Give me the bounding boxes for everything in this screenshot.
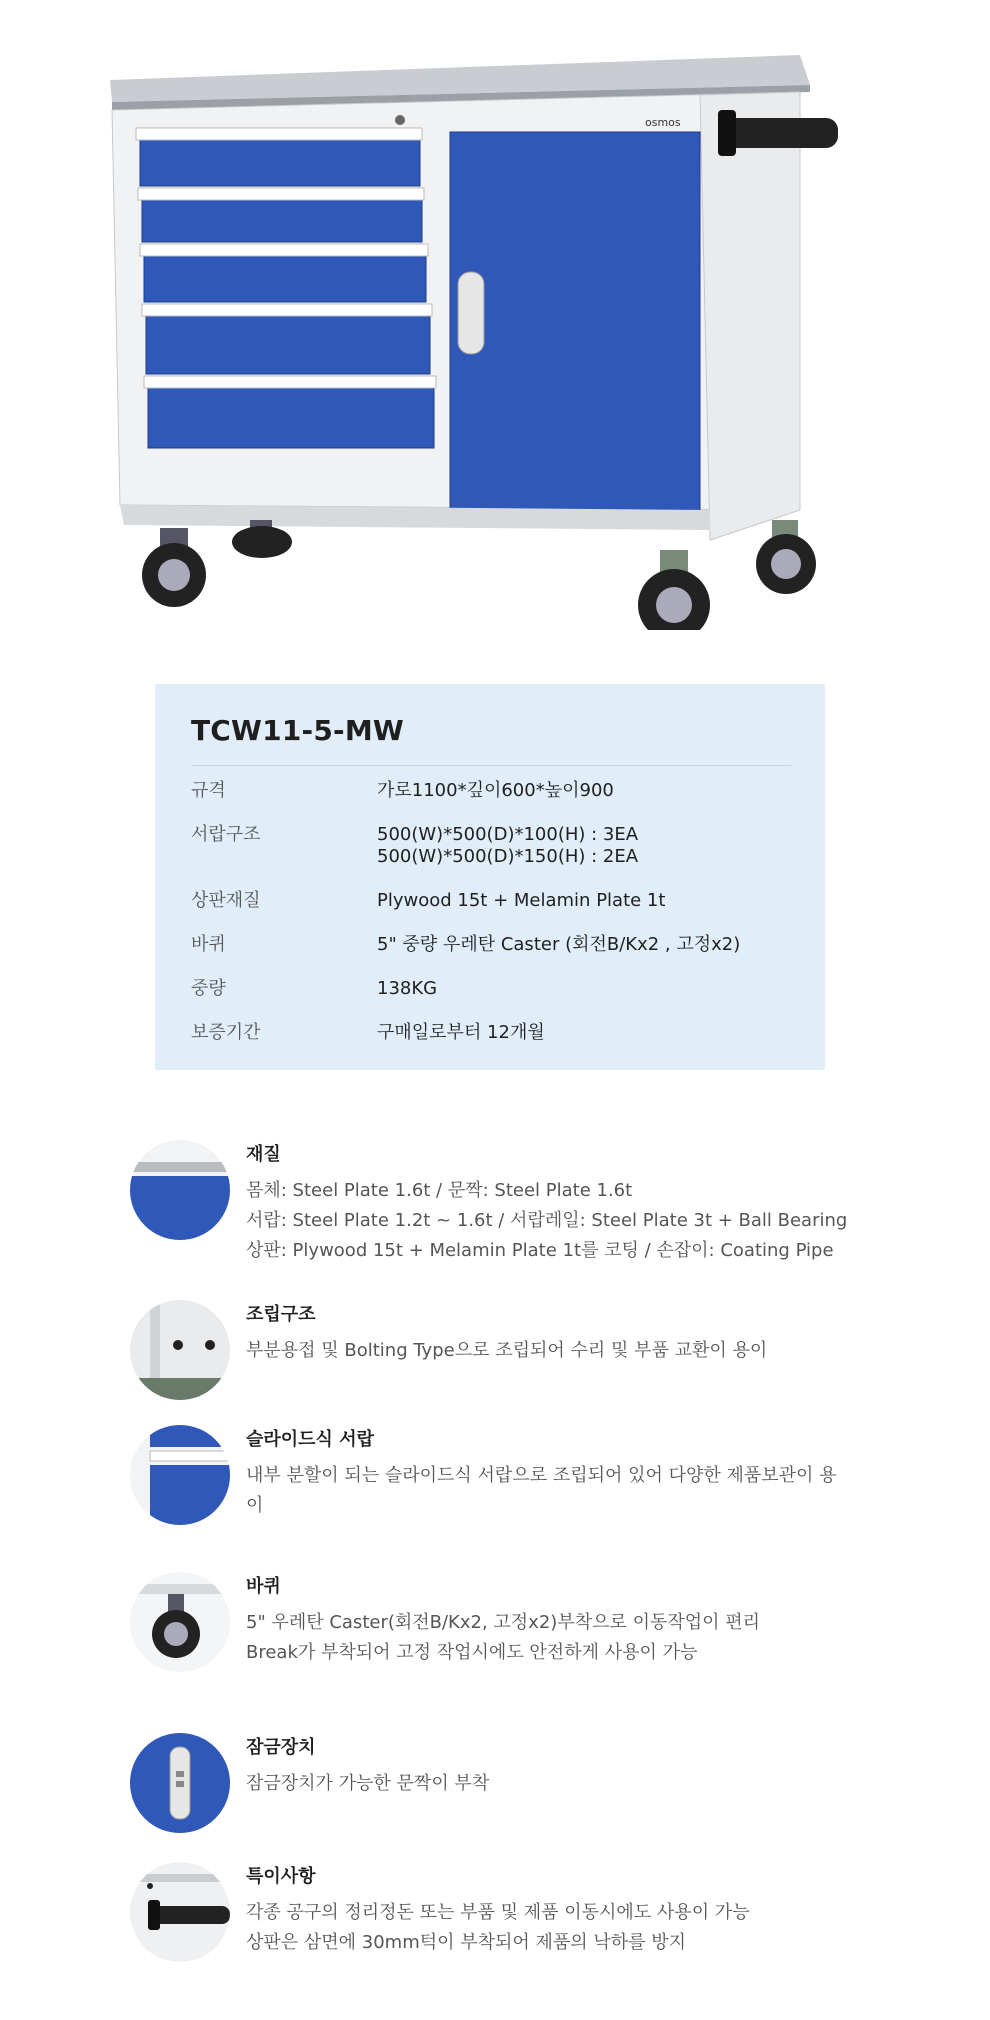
brand-mark: osmos <box>645 116 681 129</box>
spec-value-line: 500(W)*500(D)*100(H) : 3EA <box>377 824 639 845</box>
divider <box>191 765 791 766</box>
feature-title: 특이사항 <box>246 1866 316 1887</box>
feature-text: 이 <box>246 1495 264 1516</box>
feature-title: 잠금장치 <box>246 1737 316 1758</box>
model-name: TCW11-5-MW <box>191 714 404 747</box>
spec-label: 바퀴 <box>191 934 226 955</box>
feature-title: 재질 <box>246 1144 281 1165</box>
spec-value: 5" 중량 우레탄 Caster (회전B/Kx2 , 고정x2) <box>377 934 741 955</box>
material-thumbnail-icon <box>130 1140 230 1240</box>
feature-title: 슬라이드식 서랍 <box>246 1429 374 1450</box>
spec-label: 중량 <box>191 978 226 999</box>
caster-thumbnail-icon <box>130 1572 230 1672</box>
feature-text: 몸체: Steel Plate 1.6t / 문짝: Steel Plate 1.6t <box>246 1180 633 1201</box>
spec-row <box>191 824 791 868</box>
feature-title: 조립구조 <box>246 1304 316 1325</box>
feature-text: 상판: Plywood 15t + Melamin Plate 1t를 코팅 / 손잡이: Coating Pipe <box>246 1240 834 1261</box>
feature-text: 5" 우레탄 Caster(회전B/Kx2, 고정x2)부착으로 이동작업이 편리 <box>246 1612 761 1633</box>
spec-value: 가로1100*깊이600*높이900 <box>377 780 614 801</box>
spec-row <box>191 978 791 1000</box>
spec-value <box>377 824 638 868</box>
product-image <box>100 40 880 630</box>
spec-row <box>191 890 791 912</box>
spec-value-line: 500(W)*500(D)*150(H) : 2EA <box>377 846 639 867</box>
feature-text: 내부 분할이 되는 슬라이드식 서랍으로 조립되어 있어 다양한 제품보관이 용 <box>246 1465 837 1486</box>
feature-text: 부분용접 및 Bolting Type으로 조립되어 수리 및 부품 교환이 용이 <box>246 1340 768 1361</box>
handle-thumbnail-icon <box>130 1862 230 1962</box>
spec-value: 138KG <box>377 978 438 999</box>
spec-label: 상판재질 <box>191 890 261 911</box>
feature-text: 상판은 삼면에 30mm턱이 부착되어 제품의 낙하를 방지 <box>246 1932 687 1953</box>
spec-value: 구매일로부터 12개월 <box>377 1022 545 1043</box>
feature-title: 바퀴 <box>246 1576 281 1597</box>
drawer-thumbnail-icon <box>130 1425 230 1525</box>
spec-label: 서랍구조 <box>191 824 261 845</box>
feature-text: Break가 부착되어 고정 작업시에도 안전하게 사용이 가능 <box>246 1642 698 1663</box>
spec-table <box>155 684 825 1070</box>
assembly-thumbnail-icon <box>130 1300 230 1400</box>
feature-text: 각종 공구의 정리정돈 또는 부품 및 제품 이동시에도 사용이 가능 <box>246 1902 750 1923</box>
spec-row <box>191 1022 791 1044</box>
feature-text: 잠금장치가 가능한 문짝이 부착 <box>246 1773 490 1794</box>
spec-label: 보증기간 <box>191 1022 261 1043</box>
spec-row <box>191 934 791 956</box>
spec-value: Plywood 15t + Melamin Plate 1t <box>377 890 666 911</box>
feature-text: 서랍: Steel Plate 1.2t ~ 1.6t / 서랍레일: Steel Plate 3t + Ball Bearing <box>246 1210 848 1231</box>
lock-thumbnail-icon <box>130 1733 230 1833</box>
spec-label: 규격 <box>191 780 226 801</box>
spec-row <box>191 780 791 802</box>
